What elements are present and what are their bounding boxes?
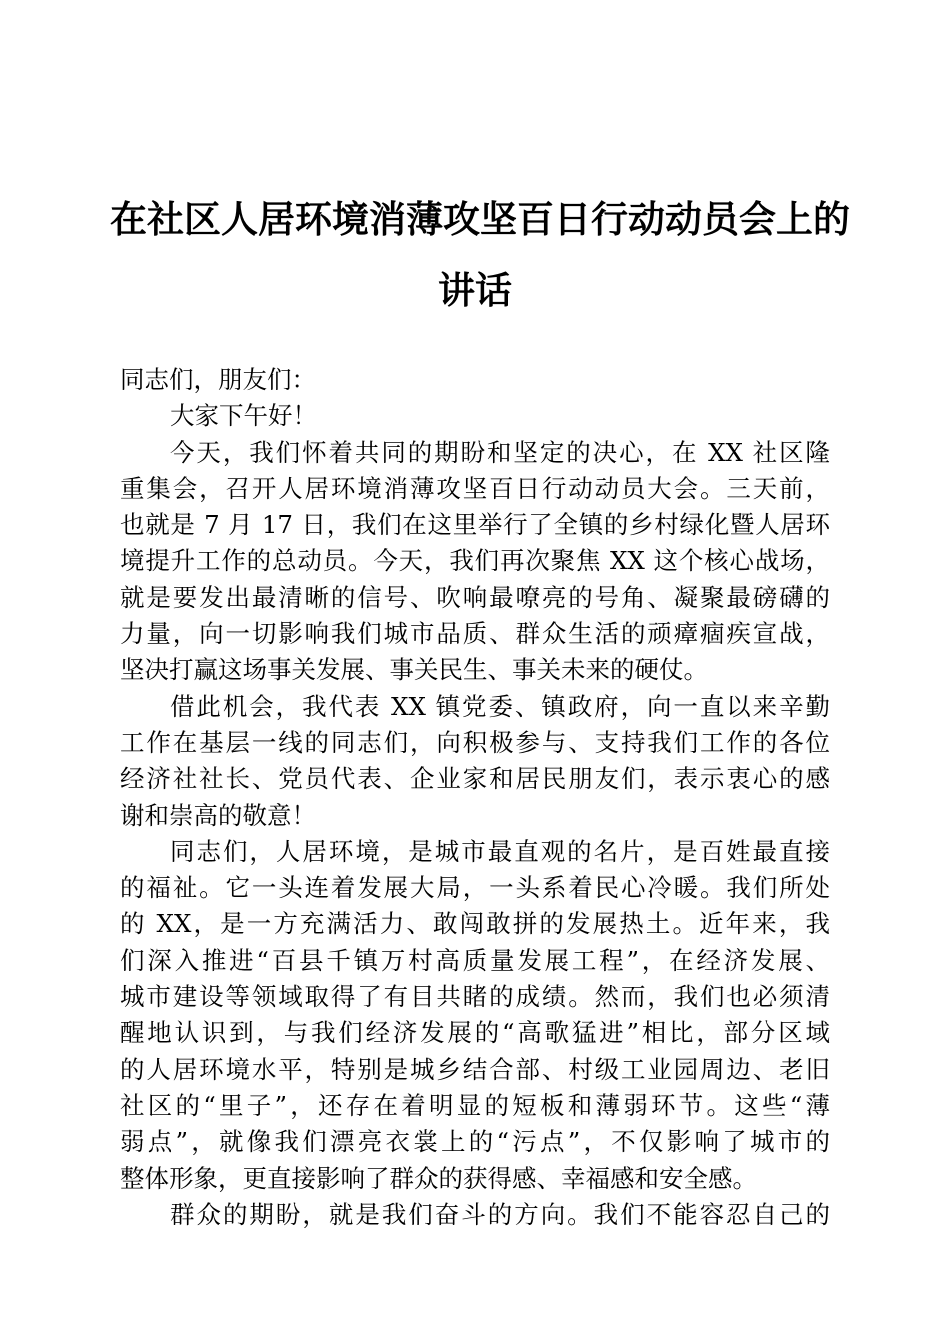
body-line: 工作在基层一线的同志们，向积极参与、支持我们工作的各位 — [120, 727, 830, 757]
body-line: 同志们，朋友们： — [120, 365, 316, 394]
body-line: 的人居环境水平，特别是城乡结合部、村级工业园周边、老旧 — [120, 1054, 830, 1084]
body-line: 社区的“里子”，还存在着明显的短板和薄弱环节。这些“薄 — [120, 1090, 830, 1120]
body-line: 同志们，人居环境，是城市最直观的名片，是百姓最直接 — [170, 836, 830, 866]
body-line: 经济社社长、党员代表、企业家和居民朋友们，表示衷心的感 — [120, 764, 830, 794]
document-title-line-2: 讲话 — [438, 268, 512, 312]
body-line: 群众的期盼，就是我们奋斗的方向。我们不能容忍自己的 — [170, 1199, 830, 1229]
body-line: 谢和崇高的敬意！ — [120, 800, 316, 830]
body-line: 整体形象，更直接影响了群众的获得感、幸福感和安全感。 — [120, 1163, 757, 1193]
body-line: 坚决打赢这场事关发展、事关民生、事关未来的硬仗。 — [120, 655, 708, 685]
body-line: 城市建设等领域取得了有目共睹的成绩。然而，我们也必须清 — [120, 982, 830, 1012]
body-line: 今天，我们怀着共同的期盼和坚定的决心，在 XX 社区隆 — [170, 437, 830, 467]
document-body — [120, 362, 830, 1233]
body-line: 大家下午好！ — [170, 401, 317, 431]
body-line: 借此机会，我代表 XX 镇党委、镇政府，向一直以来辛勤 — [170, 691, 830, 721]
body-line: 境提升工作的总动员。今天，我们再次聚焦 XX 这个核心战场， — [120, 546, 830, 576]
body-line: 的 XX，是一方充满活力、敢闯敢拼的发展热土。近年来，我 — [120, 909, 830, 939]
body-line: 弱点”，就像我们漂亮衣裳上的“污点”，不仅影响了城市的 — [120, 1127, 830, 1157]
document-title-line-1: 在社区人居环境消薄攻坚百日行动动员会上的 — [110, 197, 850, 241]
body-line: 们深入推进“百县千镇万村高质量发展工程”，在经济发展、 — [120, 945, 830, 975]
body-line: 也就是 7 月 17 日，我们在这里举行了全镇的乡村绿化暨人居环 — [120, 510, 830, 540]
body-line: 醒地认识到，与我们经济发展的“高歌猛进”相比，部分区域 — [120, 1018, 830, 1048]
body-line: 重集会，召开人居环境消薄攻坚百日行动动员大会。三天前， — [120, 473, 830, 503]
body-line: 力量，向一切影响我们城市品质、群众生活的顽瘴痼疾宣战， — [120, 619, 830, 649]
body-line: 的福祉。它一头连着发展大局，一头系着民心冷暖。我们所处 — [120, 873, 830, 903]
body-line: 就是要发出最清晰的信号、吹响最嘹亮的号角、凝聚最磅礴的 — [120, 582, 830, 612]
